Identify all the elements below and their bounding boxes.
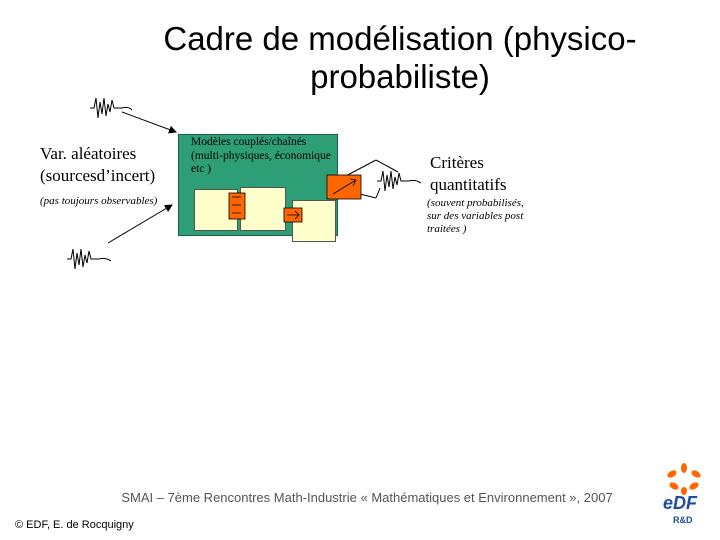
criteria-label: Critères quantitatifs bbox=[430, 153, 507, 194]
random-variables-note: (pas toujours observables) bbox=[40, 195, 158, 207]
edf-logo-icon bbox=[664, 462, 704, 496]
edf-logo-subtext: R&D bbox=[673, 515, 693, 525]
conference-footer: SMAI – 7ème Rencontres Math-Industrie « Mathématiques et Environnement », 2007 bbox=[121, 490, 613, 505]
criteria-note: (souvent probabilisés, sur des variables post traitées ) bbox=[427, 197, 524, 235]
random-variables-label: Var. aléatoires (sourcesd’incert) bbox=[40, 144, 156, 185]
slide-title: Cadre de modélisation (physico-probabiliste) bbox=[163, 20, 637, 95]
models-label: Modèles couplés/chaînés (multi-physiques, économique etc ) bbox=[191, 136, 331, 175]
edf-logo-text: eDF bbox=[663, 493, 698, 513]
copyright: © EDF, E. de Rocquigny bbox=[15, 519, 134, 531]
